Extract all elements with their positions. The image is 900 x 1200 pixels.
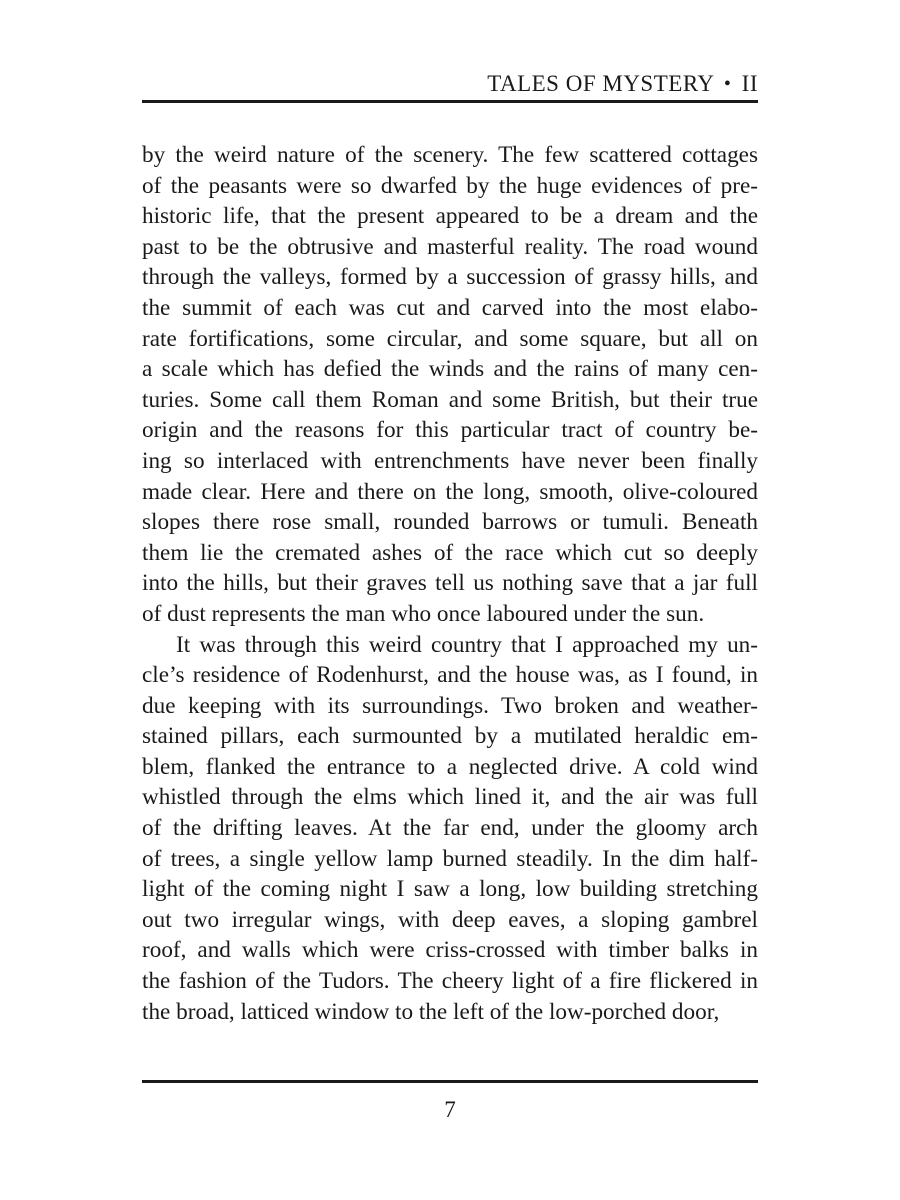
text-line: a scale which has defied the winds and the rains of many cen- bbox=[142, 356, 758, 383]
text-line: of the drifting leaves. At the far end, under the gloomy arch bbox=[142, 815, 758, 842]
text-line: ing so interlaced with entrenchments have never been finally bbox=[142, 447, 758, 474]
text-line: blem, flanked the entrance to a neglected drive. A cold wind bbox=[142, 753, 758, 780]
text-line: made clear. Here and there on the long, smooth, olive-coloured bbox=[142, 478, 758, 505]
running-header bbox=[142, 68, 758, 100]
text-line: out two irregular wings, with deep eaves, a sloping gambrel bbox=[142, 906, 758, 933]
text-line: It was through this weird country that I approached my un- bbox=[176, 631, 758, 658]
text-line: roof, and walls which were criss-crossed with timber balks in bbox=[142, 937, 758, 964]
text-line: through the valleys, formed by a succession of grassy hills, and bbox=[142, 264, 758, 291]
text-line: historic life, that the present appeared to be a dream and the bbox=[142, 203, 758, 230]
page-body bbox=[142, 140, 758, 1027]
text-line: the fashion of the Tudors. The cheery light of a fire flickered in bbox=[142, 968, 758, 995]
paragraph bbox=[142, 140, 758, 630]
text-line: the summit of each was cut and carved into the most elabo- bbox=[142, 294, 758, 321]
text-line: by the weird nature of the scenery. The few scattered cottages bbox=[142, 142, 758, 168]
text-line: of trees, a single yellow lamp burned steadily. In the dim half- bbox=[142, 845, 758, 872]
volume-number: II bbox=[741, 71, 758, 96]
book-title: TALES OF MYSTERY bbox=[487, 71, 714, 96]
text-line: rate fortifications, some circular, and some square, but all on bbox=[142, 325, 758, 352]
text-line: due keeping with its surroundings. Two broken and weather- bbox=[142, 692, 758, 719]
text-line: origin and the reasons for this particular tract of country be- bbox=[142, 417, 758, 444]
text-line: past to be the obtrusive and masterful reality. The road wound bbox=[142, 233, 758, 260]
page-number: 7 bbox=[444, 1097, 456, 1122]
text-line: of dust represents the man who once laboured under the sun. bbox=[142, 600, 705, 627]
header-rule bbox=[142, 100, 758, 103]
text-line: stained pillars, each surmounted by a mutilated heraldic em- bbox=[142, 723, 758, 750]
text-line: slopes there rose small, rounded barrows or tumuli. Beneath bbox=[142, 509, 758, 536]
text-line: the broad, latticed window to the left of the low-porched door, bbox=[142, 998, 720, 1025]
text-line: light of the coming night I saw a long, low building stretching bbox=[142, 876, 758, 903]
header-separator: • bbox=[723, 73, 732, 95]
text-line: into the hills, but their graves tell us nothing save that a jar full bbox=[142, 570, 758, 597]
text-line: of the peasants were so dwarfed by the huge evidences of pre- bbox=[142, 172, 758, 199]
text-line: whistled through the elms which lined it, and the air was full bbox=[142, 784, 758, 811]
footer-rule bbox=[142, 1080, 758, 1083]
text-line: turies. Some call them Roman and some British, but their true bbox=[142, 386, 758, 413]
text-line: them lie the cremated ashes of the race which cut so deeply bbox=[142, 539, 758, 566]
text-line: cle’s residence of Rodenhurst, and the house was, as I found, in bbox=[142, 662, 758, 689]
paragraph bbox=[142, 630, 758, 1028]
